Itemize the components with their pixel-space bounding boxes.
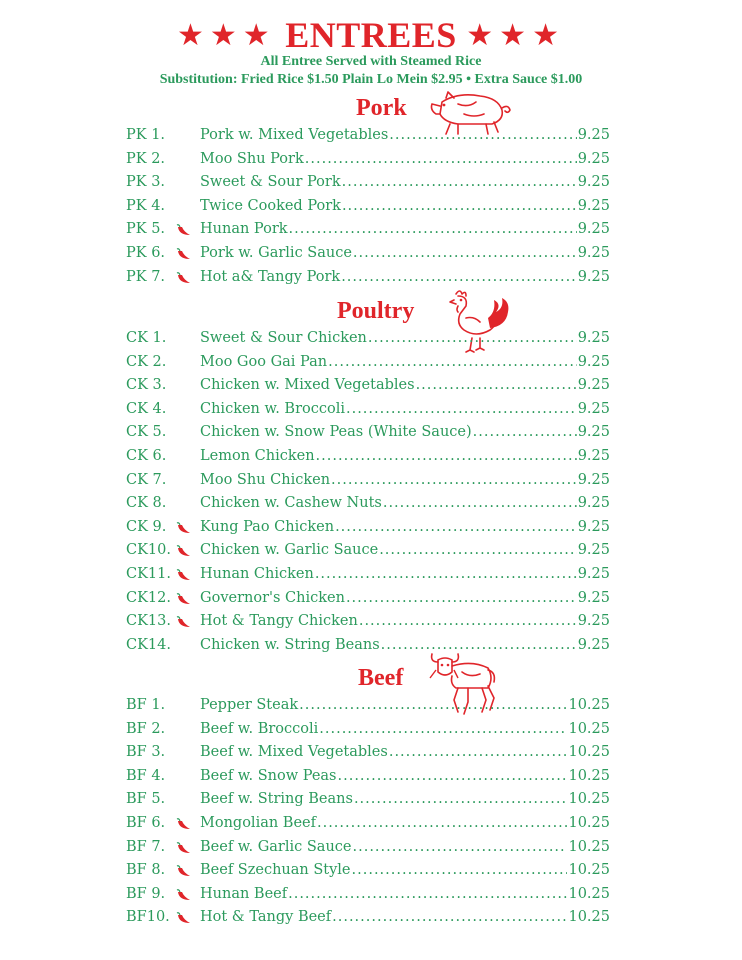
menu-item xyxy=(126,566,610,586)
item-code: CK 6. xyxy=(126,448,167,464)
chili-pepper-icon xyxy=(175,224,193,238)
item-code: BF 1. xyxy=(126,697,166,713)
item-code: PK 3. xyxy=(126,174,166,191)
menu-item xyxy=(126,245,610,265)
item-code: BF 2. xyxy=(126,720,166,737)
item-price: 9.25 xyxy=(577,613,610,630)
menu-item xyxy=(126,637,610,657)
item-price: 9.25 xyxy=(577,424,610,441)
leader-dots xyxy=(368,330,577,346)
item-code: CK 9. xyxy=(126,518,167,535)
item-code: PK 5. xyxy=(126,221,166,238)
item-code: PK 2. xyxy=(126,150,166,167)
menu-item xyxy=(126,590,610,610)
leader-dots xyxy=(352,862,568,878)
menu-item xyxy=(126,472,610,492)
menu-item xyxy=(126,127,610,147)
leader-dots xyxy=(383,495,577,511)
menu-title xyxy=(0,14,742,56)
item-name: Governor's Chicken xyxy=(200,589,345,606)
title-stars-left: ★★★ xyxy=(177,18,276,53)
item-name: Beef Szechuan Style xyxy=(200,862,351,879)
item-name: Beef w. Broccoli xyxy=(200,720,319,737)
menu-item xyxy=(126,354,610,374)
chili-pepper-icon xyxy=(175,818,193,832)
leader-dots xyxy=(335,519,577,535)
menu-item xyxy=(126,721,610,741)
item-name: Moo Goo Gai Pan xyxy=(200,353,328,370)
menu-item xyxy=(126,198,610,218)
leader-dots xyxy=(353,245,577,261)
item-code: PK 4. xyxy=(126,197,166,214)
item-name: Beef w. Garlic Sauce xyxy=(200,838,352,855)
item-name: Pork w. Mixed Vegetables xyxy=(200,127,389,143)
item-price: 9.25 xyxy=(577,330,610,346)
item-code: PK 7. xyxy=(126,268,166,285)
item-name: Sweet & Sour Chicken xyxy=(200,330,367,346)
item-price: 10.25 xyxy=(568,862,610,879)
item-price: 9.25 xyxy=(577,448,610,464)
menu-item xyxy=(126,221,610,241)
chili-pepper-icon xyxy=(175,616,193,630)
item-name: Pepper Steak xyxy=(200,697,299,713)
leader-dots xyxy=(359,613,577,629)
item-price: 10.25 xyxy=(568,838,610,855)
item-name: Lemon Chicken xyxy=(200,448,315,464)
item-code: CK 3. xyxy=(126,377,167,394)
menu-item xyxy=(126,909,610,929)
leader-dots xyxy=(338,768,568,784)
item-price: 9.25 xyxy=(577,197,610,214)
chili-pepper-icon xyxy=(175,889,193,903)
leader-dots xyxy=(316,448,577,464)
item-name: Twice Cooked Pork xyxy=(200,197,341,214)
chili-pepper-icon xyxy=(175,545,193,559)
leader-dots xyxy=(389,744,568,760)
leader-dots xyxy=(473,424,577,440)
item-price: 10.25 xyxy=(568,720,610,737)
item-code: CK14. xyxy=(126,636,171,653)
leader-dots xyxy=(346,590,577,606)
section-title-beef: Beef xyxy=(358,665,404,691)
item-name: Moo Shu Chicken xyxy=(200,471,331,488)
item-price: 9.25 xyxy=(577,377,610,394)
leader-dots xyxy=(342,174,577,190)
chili-pepper-icon xyxy=(175,272,193,286)
item-price: 9.25 xyxy=(577,221,610,238)
leader-dots xyxy=(332,909,567,925)
chili-pepper-icon xyxy=(175,569,193,583)
item-name: Hot & Tangy Beef xyxy=(200,909,332,926)
item-name: Hunan Beef xyxy=(200,885,288,902)
leader-dots xyxy=(341,269,577,285)
leader-dots xyxy=(328,354,577,370)
title-text: ENTREES xyxy=(285,15,457,55)
item-price: 10.25 xyxy=(568,885,610,902)
item-name: Hot a& Tangy Pork xyxy=(200,268,341,285)
item-price: 10.25 xyxy=(568,909,610,926)
item-price: 9.25 xyxy=(577,150,610,167)
menu-item xyxy=(126,768,610,788)
leader-dots xyxy=(354,791,568,807)
item-code: PK 1. xyxy=(126,127,166,143)
item-code: CK 1. xyxy=(126,330,167,346)
item-name: Chicken w. Garlic Sauce xyxy=(200,542,379,559)
menu-item xyxy=(126,815,610,835)
leader-dots xyxy=(299,697,567,713)
item-code: BF 5. xyxy=(126,791,166,808)
item-name: Hunan Chicken xyxy=(200,566,314,582)
item-name: Chicken w. Mixed Vegetables xyxy=(200,377,415,394)
item-code: CK12. xyxy=(126,589,171,606)
item-price: 9.25 xyxy=(577,268,610,285)
chili-pepper-icon xyxy=(175,522,193,536)
menu-item xyxy=(126,330,610,350)
item-price: 9.25 xyxy=(577,589,610,606)
leader-dots xyxy=(315,566,577,582)
item-price: 9.25 xyxy=(577,400,610,417)
item-name: Beef w. Mixed Vegetables xyxy=(200,744,388,761)
leader-dots xyxy=(416,377,577,393)
leader-dots xyxy=(319,721,567,737)
item-code: BF 7. xyxy=(126,838,166,855)
item-name: Kung Pao Chicken xyxy=(200,518,335,535)
item-name: Chicken w. String Beans xyxy=(200,636,380,653)
section-title-poultry: Poultry xyxy=(337,298,415,324)
item-price: 9.25 xyxy=(577,518,610,535)
leader-dots xyxy=(305,151,577,167)
leader-dots xyxy=(317,815,568,831)
item-name: Hot & Tangy Chicken xyxy=(200,613,358,630)
chili-pepper-icon xyxy=(175,593,193,607)
menu-item xyxy=(126,886,610,906)
item-name: Mongolian Beef xyxy=(200,815,316,831)
item-code: BF10. xyxy=(126,909,170,926)
item-price: 10.25 xyxy=(568,767,610,784)
menu-item xyxy=(126,862,610,882)
chili-pepper-icon xyxy=(175,912,193,926)
item-price: 9.25 xyxy=(577,495,610,512)
chili-pepper-icon xyxy=(175,865,193,879)
item-code: BF 8. xyxy=(126,862,166,879)
item-code: BF 4. xyxy=(126,767,166,784)
menu-item xyxy=(126,519,610,539)
item-price: 10.25 xyxy=(568,791,610,808)
item-name: Chicken w. Snow Peas (White Sauce) xyxy=(200,424,472,441)
menu-item xyxy=(126,697,610,717)
item-code: CK 2. xyxy=(126,353,167,370)
item-name: Beef w. Snow Peas xyxy=(200,767,337,784)
item-code: BF 9. xyxy=(126,885,166,902)
item-price: 10.25 xyxy=(568,697,610,713)
leader-dots xyxy=(389,127,576,143)
item-name: Sweet & Sour Pork xyxy=(200,174,341,191)
item-price: 9.25 xyxy=(577,245,610,261)
leader-dots xyxy=(353,839,568,855)
menu-item xyxy=(126,448,610,468)
item-code: CK 7. xyxy=(126,471,167,488)
menu-item xyxy=(126,424,610,444)
item-code: CK13. xyxy=(126,613,171,630)
item-price: 9.25 xyxy=(577,542,610,559)
menu-item xyxy=(126,377,610,397)
leader-dots xyxy=(288,886,567,902)
item-price: 9.25 xyxy=(577,127,610,143)
menu-item xyxy=(126,151,610,171)
chili-pepper-icon xyxy=(175,248,193,262)
substitution-note: Substitution: Fried Rice $1.50 Plain Lo Mein $2.95 • Extra Sauce $1.00 xyxy=(159,72,583,87)
menu-item xyxy=(126,613,610,633)
subtitle: All Entree Served with Steamed Rice xyxy=(260,54,482,69)
item-price: 9.25 xyxy=(577,471,610,488)
menu-item xyxy=(126,174,610,194)
item-code: CK 8. xyxy=(126,495,167,512)
leader-dots xyxy=(331,472,577,488)
menu-item xyxy=(126,269,610,289)
item-name: Pork w. Garlic Sauce xyxy=(200,245,352,261)
item-name: Beef w. String Beans xyxy=(200,791,353,808)
item-name: Chicken w. Cashew Nuts xyxy=(200,495,382,512)
item-price: 9.25 xyxy=(577,353,610,370)
menu-item xyxy=(126,495,610,515)
item-price: 9.25 xyxy=(577,174,610,191)
item-name: Chicken w. Broccoli xyxy=(200,400,345,417)
menu-item xyxy=(126,744,610,764)
item-code: CK 4. xyxy=(126,400,167,417)
item-name: Moo Shu Pork xyxy=(200,150,304,167)
menu-item xyxy=(126,791,610,811)
leader-dots xyxy=(289,221,577,237)
menu-item xyxy=(126,839,610,859)
title-stars-right: ★★★ xyxy=(466,18,565,53)
item-name: Hunan Pork xyxy=(200,221,288,238)
section-title-pork: Pork xyxy=(356,95,407,121)
leader-dots xyxy=(379,542,577,558)
item-code: PK 6. xyxy=(126,245,166,261)
item-price: 9.25 xyxy=(577,566,610,582)
item-code: CK10. xyxy=(126,542,171,559)
leader-dots xyxy=(346,401,577,417)
item-code: CK 5. xyxy=(126,424,167,441)
item-price: 10.25 xyxy=(568,815,610,831)
item-code: BF 6. xyxy=(126,815,166,831)
item-price: 9.25 xyxy=(577,636,610,653)
menu-item xyxy=(126,542,610,562)
chili-pepper-icon xyxy=(175,842,193,856)
leader-dots xyxy=(342,198,577,214)
menu-item xyxy=(126,401,610,421)
item-price: 10.25 xyxy=(568,744,610,761)
item-code: CK11. xyxy=(126,566,171,582)
item-code: BF 3. xyxy=(126,744,166,761)
